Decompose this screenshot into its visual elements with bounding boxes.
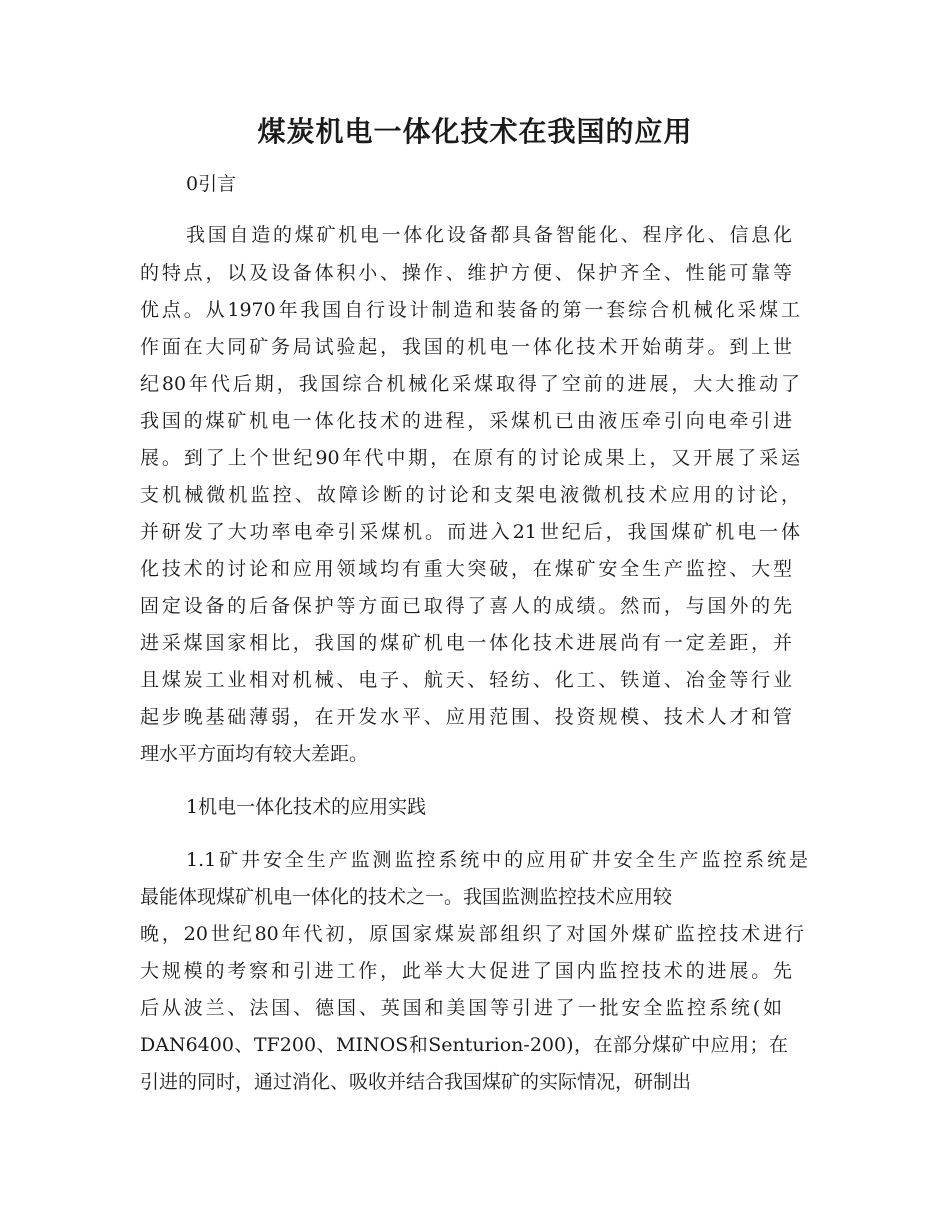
paragraph-line: 且煤炭工业相对机械、电子、航天、轻纺、化工、铁道、冶金等行业 [140, 669, 792, 691]
paragraph-line: 展。到了上个世纪90年代中期，在原有的讨论成果上，又开展了采运 [140, 447, 800, 469]
paragraph-line: 进采煤国家相比，我国的煤矿机电一体化技术进展尚有一定差距，并 [140, 632, 792, 654]
paragraph-line: 我国的煤矿机电一体化技术的进程，采煤机已由液压牵引向电牵引进 [140, 410, 792, 432]
paragraph-line: 理水平方面均有较大差距。 [140, 743, 369, 765]
paragraph-line: 化技术的讨论和应用领域均有重大突破，在煤矿安全生产监控、大型 [140, 558, 792, 580]
paragraph-line: 优点。从1970年我国自行设计制造和装备的第一套综合机械化采煤工 [140, 299, 800, 321]
paragraph-line: DAN6400、TF200、MINOS和Senturion-200)，在部分煤矿中应用；在 [140, 1034, 788, 1056]
paragraph-line: 作面在大同矿务局试验起，我国的机电一体化技术开始萌芽。到上世 [140, 336, 792, 358]
paragraph-line: 引进的同时，通过消化、吸收并结合我国煤矿的实际情况，研制出 [140, 1071, 692, 1093]
section-heading-introduction: 0引言 [186, 173, 237, 195]
paragraph-line: 纪80年代后期，我国综合机械化采煤取得了空前的进展，大大推动了 [140, 373, 800, 395]
paragraph-line: 的特点，以及设备体积小、操作、维护方便、保护齐全、性能可靠等 [140, 262, 792, 284]
paragraph-line: 1.1矿井安全生产监测监控系统中的应用矿井安全生产监控系统是 [186, 849, 808, 871]
paragraph-line: 我国自造的煤矿机电一体化设备都具备智能化、程序化、信息化 [186, 224, 792, 246]
document-title: 煤炭机电一体化技术在我国的应用 [257, 115, 693, 148]
paragraph-line: 起步晚基础薄弱，在开发水平、应用范围、投资规模、技术人才和管 [140, 706, 792, 728]
paragraph-line: 大规模的考察和引进工作，此举大大促进了国内监控技术的进展。先 [140, 960, 792, 982]
paragraph-line: 支机械微机监控、故障诊断的讨论和支架电液微机技术应用的讨论， [140, 484, 800, 506]
section-heading-application-practice: 1机电一体化技术的应用实践 [186, 796, 427, 818]
paragraph-line: 晚，20世纪80年代初，原国家煤炭部组织了对国外煤矿监控技术进行 [140, 923, 804, 945]
paragraph-line: 固定设备的后备保护等方面已取得了喜人的成绩。然而，与国外的先 [140, 595, 792, 617]
paragraph-line: 并研发了大功率电牵引采煤机。而进入21世纪后，我国煤矿机电一体 [140, 521, 800, 543]
paragraph-line: 最能体现煤矿机电一体化的技术之一。我国监测监控技术应用较 [140, 886, 673, 908]
paragraph-line: 后从波兰、法国、德国、英国和美国等引进了一批安全监控系统(如 [140, 997, 782, 1019]
